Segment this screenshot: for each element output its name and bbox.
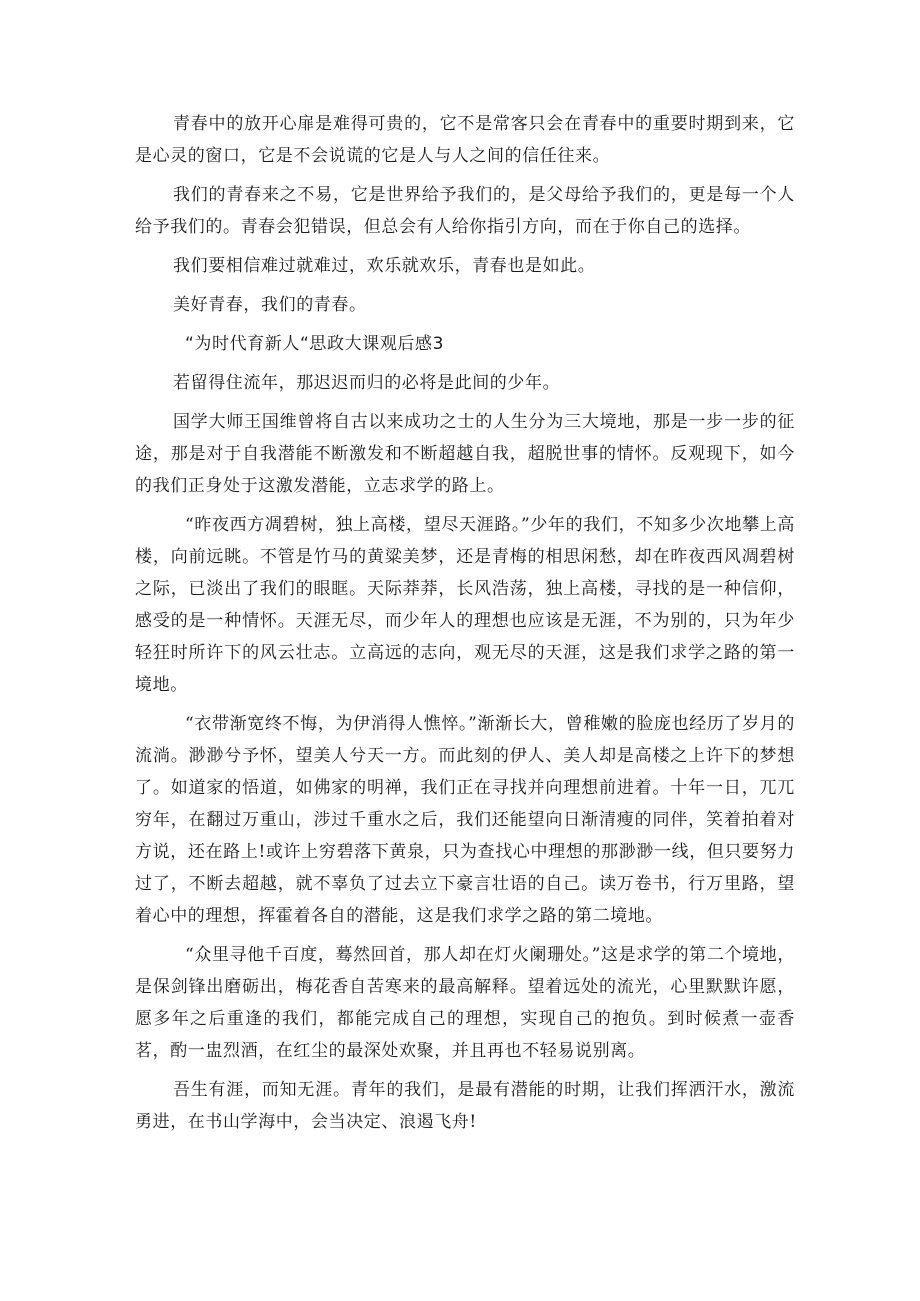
paragraph: 我们的青春来之不易，它是世界给予我们的，是父母给予我们的，更是每一个人给予我们的。青春会犯错误，但总会有人给你指引方向，而在于你自己的选择。 bbox=[135, 185, 795, 237]
paragraph: “昨夜西方凋碧树，独上高楼，望尽天涯路。”少年的我们，不知多少次地攀上高楼，向前远眺。不管是竹马的黄粱美梦，还是青梅的相思闲愁，却在昨夜西风凋碧树之际，已淡出了我们的眼眶。天际莽莽，长风浩荡，独上高楼，寻找的是一种信仰，感受的是一种情怀。天涯无尽，而少年人的理想也应该是无涯，不为别的，只为年少轻狂时所许下的风云壮志。立高远的志向，观无尽的天涯，这是我们求学之路的第一境地。 bbox=[135, 515, 795, 695]
paragraph: 国学大师王国维曾将自古以来成功之士的人生分为三大境地，那是一步一步的征途，那是对于自我潜能不断激发和不断超越自我，超脱世事的情怀。反观现下，如今的我们正身处于这激发潜能，立志求学的路上。 bbox=[135, 412, 795, 496]
paragraph: 青春中的放开心扉是难得可贵的，它不是常客只会在青春中的重要时期到来，它是心灵的窗口，它是不会说谎的它是人与人之间的信任往来。 bbox=[135, 114, 795, 166]
section-heading: “为时代育新人“思政大课观后感3 bbox=[185, 334, 445, 354]
paragraph: 若留得住流年，那迟迟而归的必将是此间的少年。 bbox=[173, 373, 561, 393]
paragraph: 我们要相信难过就难过，欢乐就欢乐，青春也是如此。 bbox=[173, 256, 596, 276]
paragraph: 美好青春，我们的青春。 bbox=[173, 295, 367, 315]
paragraph: 吾生有涯，而知无涯。青年的我们，是最有潜能的时期，让我们挥洒汗水，激流勇进，在书山学海中，会当决定、浪遏飞舟! bbox=[135, 1080, 795, 1132]
paragraph: “众里寻他千百度，蓦然回首，那人却在灯火阑珊处。”这是求学的第二个境地，是保剑锋出磨砺出，梅花香自苦寒来的最高解释。望着远处的流光，心里默默许愿，愿多年之后重逢的我们，都能完成自己的理想，实现自己的抱负。到时候煮一壶香茗，酌一盅烈酒，在红尘的最深处欢聚，并且再也不轻易说别离。 bbox=[135, 945, 795, 1061]
paragraph: “衣带渐宽终不悔，为伊消得人憔悴。”渐渐长大，曾稚嫩的脸庞也经历了岁月的流淌。渺渺兮予怀，望美人兮天一方。而此刻的伊人、美人却是高楼之上许下的梦想了。如道家的悟道，如佛家的明禅，我们正在寻找并向理想前进着。十年一日，兀兀穷年，在翻过万重山，涉过千重水之后，我们还能望向日渐清瘦的同伴，笑着拍着对方说，还在路上!或许上穷碧落下黄泉，只为查找心中理想的那渺渺一线，但只要努力过了，不断去超越，就不辜负了过去立下豪言壮语的自己。读万卷书，行万里路，望着心中的理想，挥霍着各自的潜能，这是我们求学之路的第二境地。 bbox=[135, 714, 795, 926]
document-page bbox=[135, 108, 795, 1145]
